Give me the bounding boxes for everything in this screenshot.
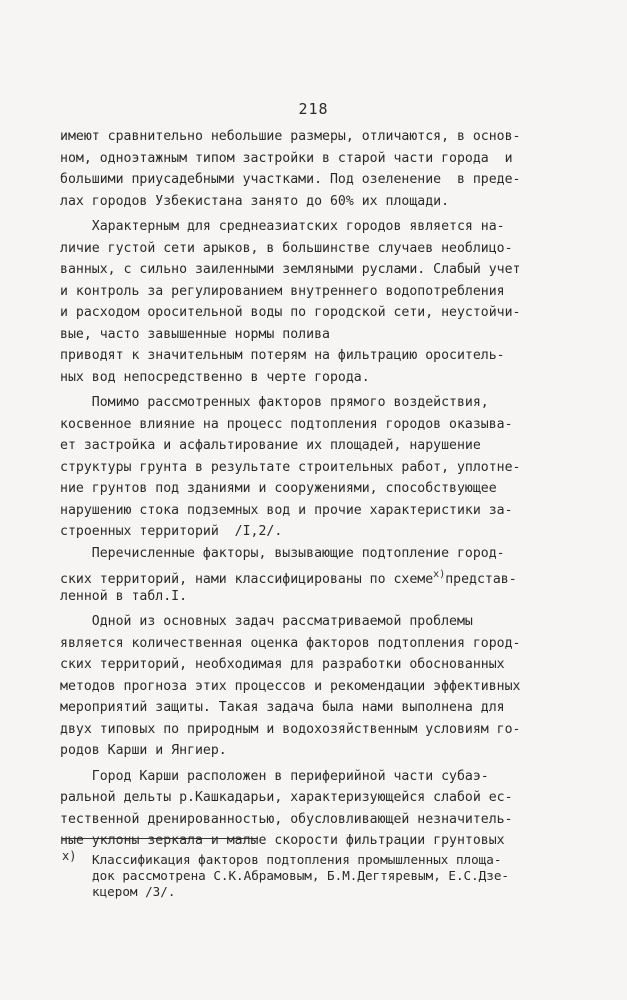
text-line: ные уклоны зеркала и малые скорости фильтрации грунтовых xyxy=(60,833,505,848)
text-line: Характерным для среднеазиатских городов является на- xyxy=(60,219,505,234)
text-line: лах городов Узбекистана занято до 60% их площади. xyxy=(60,193,450,209)
page-number: 218 xyxy=(298,100,329,118)
footnote-text xyxy=(92,852,582,900)
text-line: методов прогноза этих процессов и рекомендации эффективных xyxy=(60,678,521,694)
text-line: имеют сравнительно небольшие размеры, отличаются, в основ- xyxy=(60,129,521,144)
text-line: строенных территорий /I,2/. xyxy=(60,524,283,539)
text-line: приводят к значительным потерям на фильтрацию ороситель- xyxy=(60,348,505,363)
text-line: ских территорий, необходимая для разработки обоснованных xyxy=(60,657,505,672)
paragraph-1 xyxy=(60,126,570,212)
text-line: структуры грунта в результате строительных работ, уплотне- xyxy=(60,459,521,475)
text-line: Помимо рассмотренных факторов прямого воздействия, xyxy=(60,395,489,410)
text-line: вые, часто завышенные нормы полива xyxy=(60,326,330,342)
text-line: ральной дельты р.Кашкадарьи, характеризующейся слабой ес- xyxy=(60,790,513,805)
footnote-reference: x) xyxy=(433,569,446,580)
text-line: Одной из основных задач рассматриваемой проблемы xyxy=(60,614,473,629)
text-line: является количественная оценка факторов подтопления город- xyxy=(60,635,521,651)
text-line: большими приусадебными участками. Под озеленение в преде- xyxy=(60,172,521,187)
paragraph-3 xyxy=(60,392,570,543)
line-tail: представ- xyxy=(445,572,517,587)
text-line: нарушению стока подземных вод и прочие характеристики за- xyxy=(60,502,513,518)
paragraph-2 xyxy=(60,216,570,388)
text-line: ных вод непосредственно в черте города. xyxy=(60,369,370,385)
footnote-line: Классификация факторов подтопления промышленных площа- xyxy=(92,852,502,867)
text-line: Город Карши расположен в периферийной части субаэ- xyxy=(60,768,489,784)
text-line: родов Карши и Янгиер. xyxy=(60,743,227,758)
text-line: мероприятий защиты. Такая задача была нами выполнена для xyxy=(60,700,505,715)
text-line: ет застройка и асфальтирование их площадей, нарушение xyxy=(60,438,481,453)
text-line: и контроль за регулированием внутреннего водопотребления xyxy=(60,283,505,299)
footnote-line: док рассмотрена С.К.Абрамовым, Б.М.Дегтяревым, Е.С.Дзе- xyxy=(92,868,510,883)
paragraph-4 xyxy=(60,543,570,608)
body-text xyxy=(60,126,570,852)
footnote-divider xyxy=(62,838,258,839)
line-text: ских территорий, нами классифицированы по схеме xyxy=(60,572,434,587)
text-line: ние грунтов под зданиями и сооружениями, способствующее xyxy=(60,481,497,496)
text-line: личие густой сети арыков, в большинстве случаев необлицо- xyxy=(60,240,513,256)
text-line: двух типовых по природным и водохозяйственным условиям го- xyxy=(60,721,521,737)
text-line: ленной в табл.I. xyxy=(60,588,188,604)
text-line: тественной дренированностью, обусловливающей незначитель- xyxy=(60,811,513,827)
paragraph-5 xyxy=(60,611,570,762)
text-line-with-footnote-ref xyxy=(60,564,570,586)
text-line: ванных, с сильно заиленными земляными руслами. Слабый учет xyxy=(60,262,521,277)
text-line: Перечисленные факторы, вызывающие подтопление город- xyxy=(60,545,505,561)
text-line: и расходом оросительной воды по городской сети, неустойчи- xyxy=(60,305,521,320)
text-line: ном, одноэтажным типом застройки в старой части города и xyxy=(60,150,513,166)
footnote-mark: x) xyxy=(62,849,77,863)
text-line: косвенное влияние на процесс подтопления городов оказыва- xyxy=(60,416,513,432)
footnote-line: кцером /3/. xyxy=(92,884,176,899)
